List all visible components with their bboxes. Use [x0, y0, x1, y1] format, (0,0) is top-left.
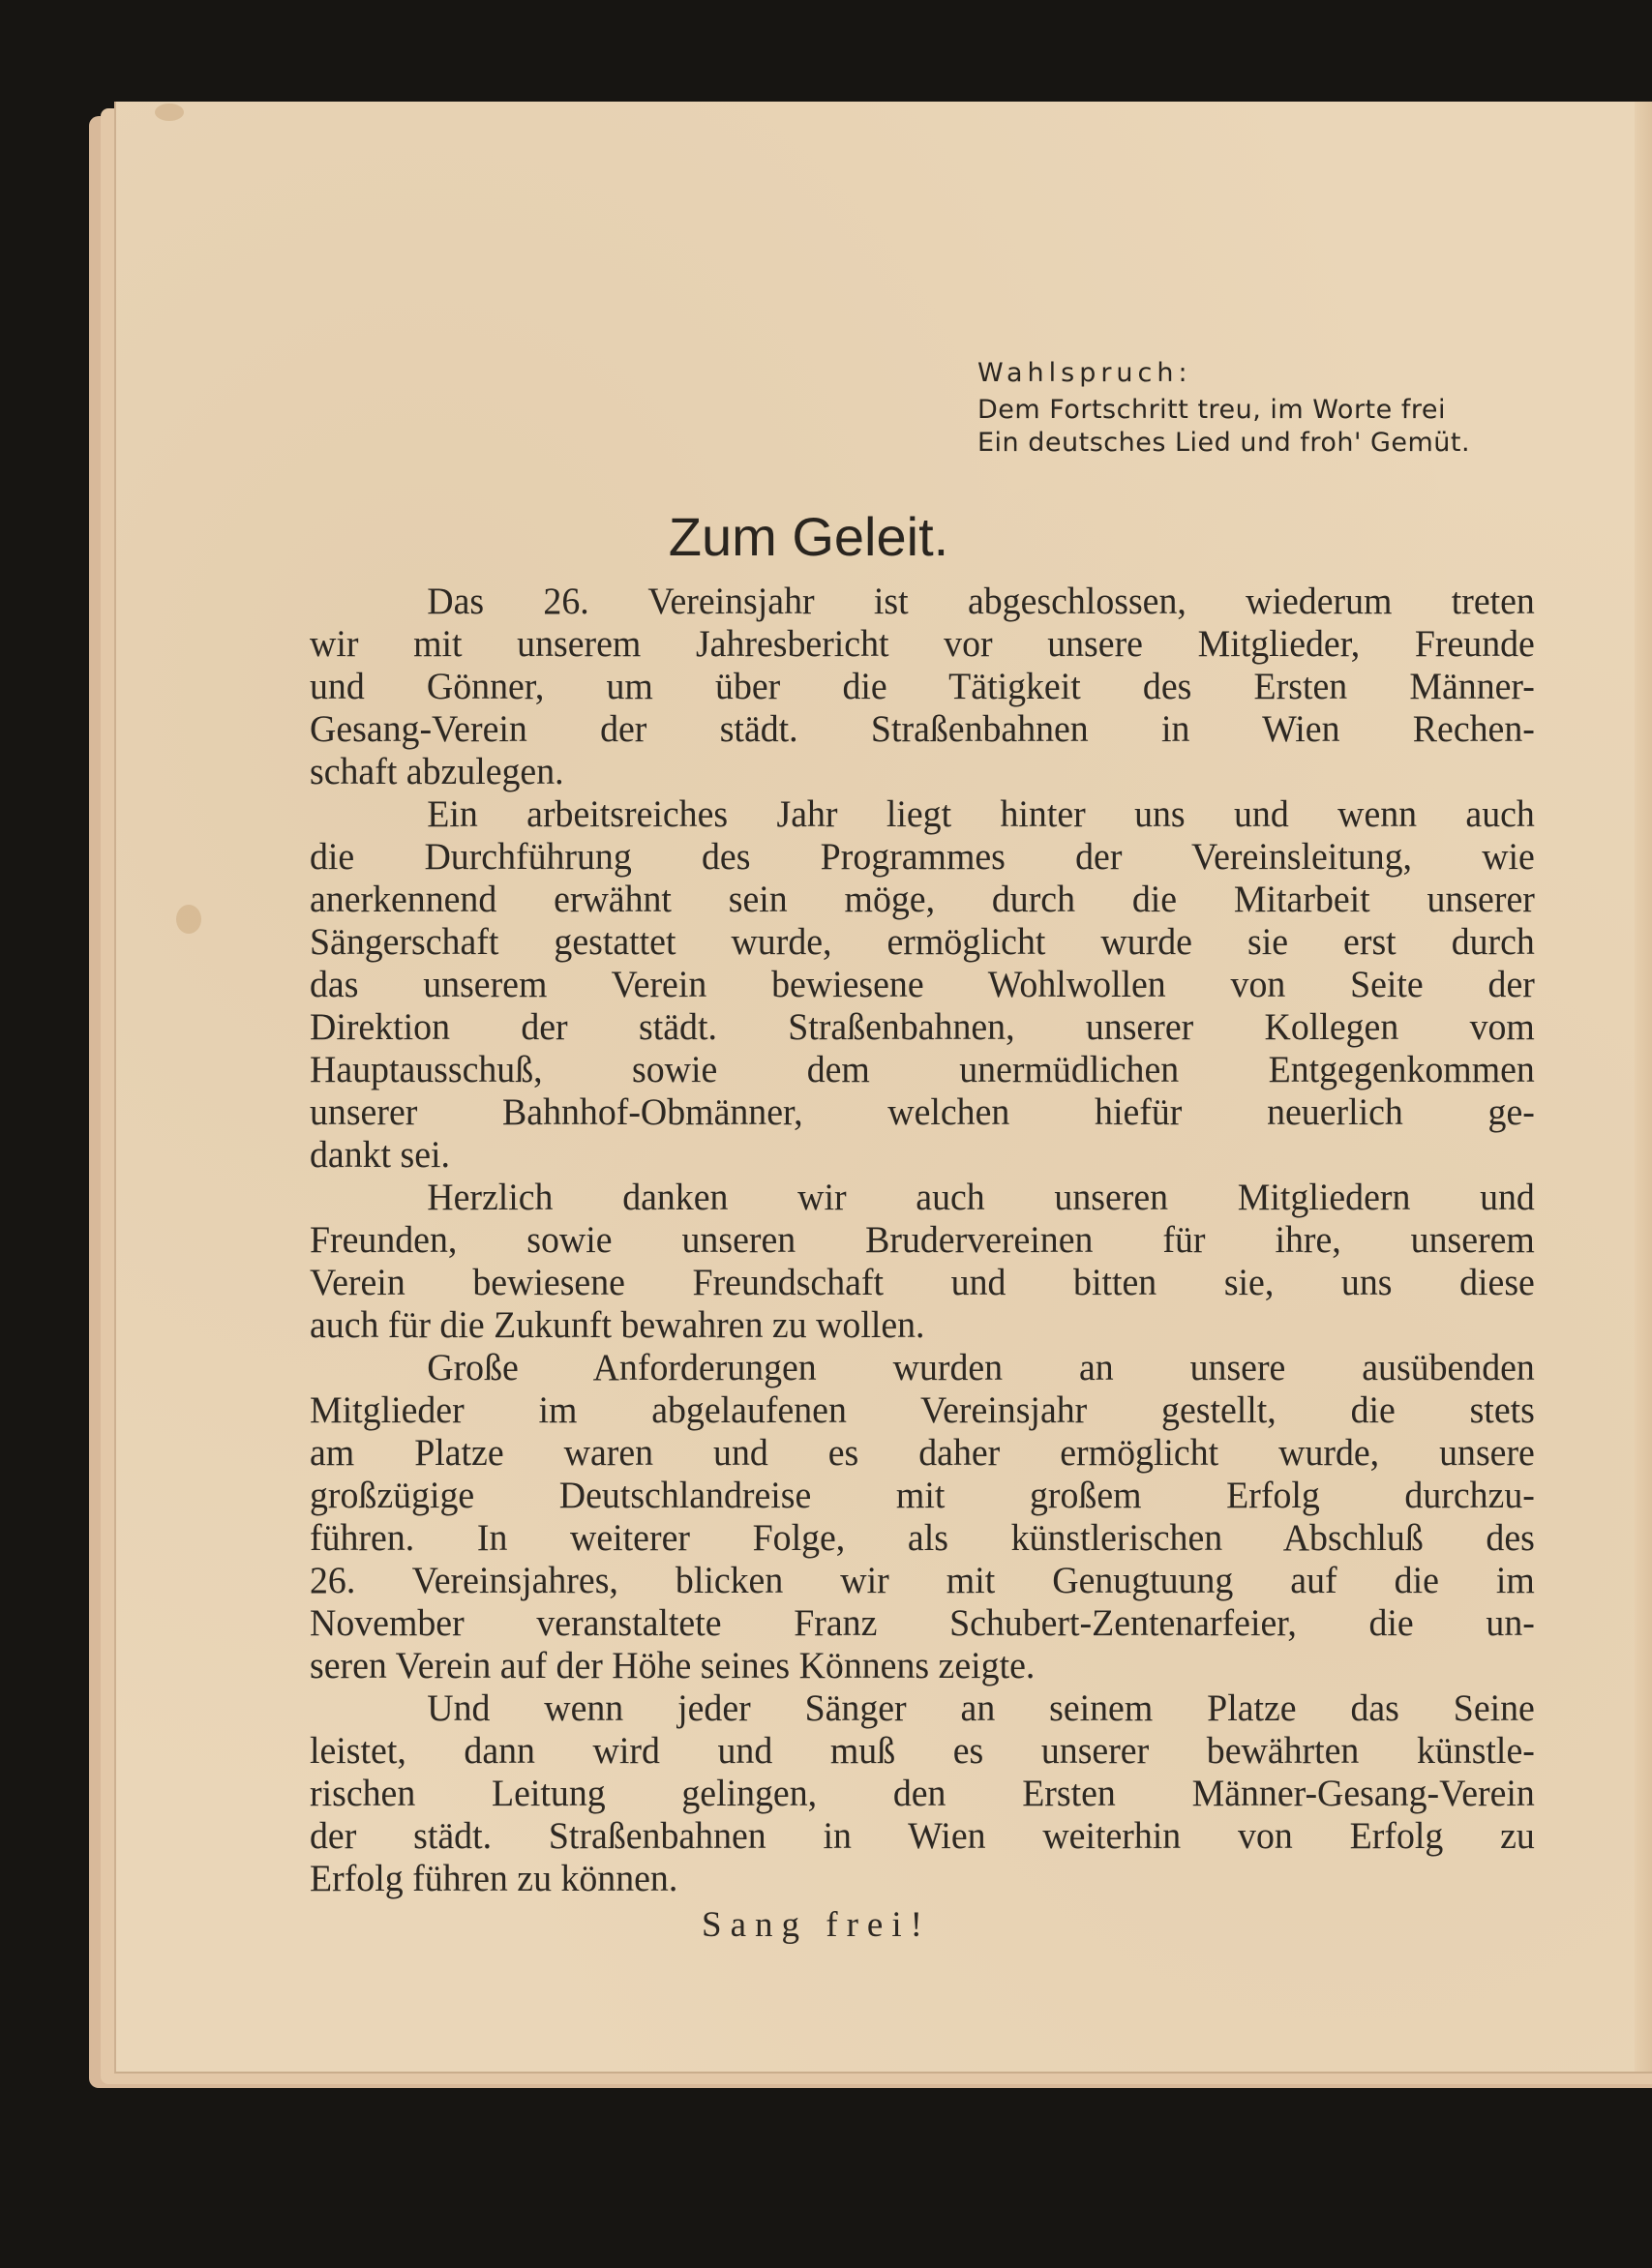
closing-salutation: Sang frei! — [702, 1905, 931, 1945]
text-line: Herzlich danken wir auch unseren Mitgliedern und — [427, 1177, 1535, 1218]
text-line: schaft abzulegen. — [310, 751, 564, 792]
text-line: Direktion der städt. Straßenbahnen, unserer Kollegen vom — [310, 1006, 1535, 1048]
paper-stain — [176, 905, 201, 934]
text-line: November veranstaltete Franz Schubert-Zentenarfeier, die un- — [310, 1602, 1535, 1644]
text-line: dankt sei. — [310, 1134, 450, 1176]
text-line: Mitglieder im abgelaufenen Vereinsjahr gestellt, die stets — [310, 1389, 1535, 1431]
text-line: und Gönner, um über die Tätigkeit des Ersten Männer- — [310, 666, 1535, 707]
page-title: Zum Geleit. — [668, 506, 949, 567]
text-line: führen. In weiterer Folge, als künstlerischen Abschluß des — [310, 1517, 1535, 1559]
text-line: Verein bewiesene Freundschaft und bitten sie, uns diese — [310, 1262, 1535, 1303]
text-line: Freunden, sowie unseren Brudervereinen für ihre, unserem — [310, 1219, 1535, 1261]
text-line: großzügige Deutschlandreise mit großem Erfolg durchzu- — [310, 1475, 1535, 1516]
text-line: Große Anforderungen wurden an unsere ausübenden — [427, 1347, 1535, 1388]
text-line: Ein arbeitsreiches Jahr liegt hinter uns und wenn auch — [427, 793, 1535, 835]
text-line: Sängerschaft gestattet wurde, ermöglicht wurde sie erst durch — [310, 921, 1535, 963]
paragraph — [310, 1347, 1573, 1687]
text-line: Das 26. Vereinsjahr ist abgeschlossen, wiederum treten — [427, 581, 1535, 622]
paragraph — [310, 793, 1573, 1177]
text-line: rischen Leitung gelingen, den Ersten Männer-Gesang-Verein — [310, 1773, 1535, 1814]
text-line: die Durchführung des Programmes der Vereinsleitung, wie — [310, 836, 1535, 878]
text-line: seren Verein auf der Höhe seines Könnens zeigte. — [310, 1645, 1036, 1686]
motto-block — [977, 358, 1470, 460]
page-right-edge — [1635, 102, 1652, 2072]
text-line: leistet, dann wird und muß es unserer bewährten künstle- — [310, 1730, 1535, 1772]
body-text — [310, 581, 1573, 1900]
motto-line: Dem Fortschritt treu, im Worte frei — [977, 395, 1446, 425]
paragraph — [310, 1177, 1573, 1347]
text-line: der städt. Straßenbahnen in Wien weiterhin von Erfolg zu — [310, 1815, 1535, 1857]
text-line: am Platze waren und es daher ermöglicht wurde, unsere — [310, 1432, 1535, 1474]
text-line: wir mit unserem Jahresbericht vor unsere Mitglieder, Freunde — [310, 623, 1535, 665]
motto-line: Ein deutsches Lied und froh' Gemüt. — [977, 428, 1471, 458]
text-line: Gesang-Verein der städt. Straßenbahnen in Wien Rechen- — [310, 708, 1535, 750]
text-line: Erfolg führen zu können. — [310, 1858, 678, 1899]
paragraph — [310, 581, 1573, 793]
paragraph — [310, 1687, 1573, 1900]
text-line: auch für die Zukunft bewahren zu wollen. — [310, 1304, 925, 1346]
motto-title: Wahlspruch: — [977, 358, 1192, 388]
text-line: Und wenn jeder Sänger an seinem Platze das Seine — [427, 1687, 1535, 1729]
paper-stain — [155, 104, 184, 121]
text-line: Hauptausschuß, sowie dem unermüdlichen Entgegenkommen — [310, 1049, 1535, 1090]
text-line: das unserem Verein bewiesene Wohlwollen von Seite der — [310, 964, 1535, 1005]
text-line: 26. Vereinsjahres, blicken wir mit Genugtuung auf die im — [310, 1560, 1535, 1601]
text-line: unserer Bahnhof-Obmänner, welchen hiefür neuerlich ge- — [310, 1091, 1535, 1133]
text-line: anerkennend erwähnt sein möge, durch die Mitarbeit unserer — [310, 879, 1535, 920]
